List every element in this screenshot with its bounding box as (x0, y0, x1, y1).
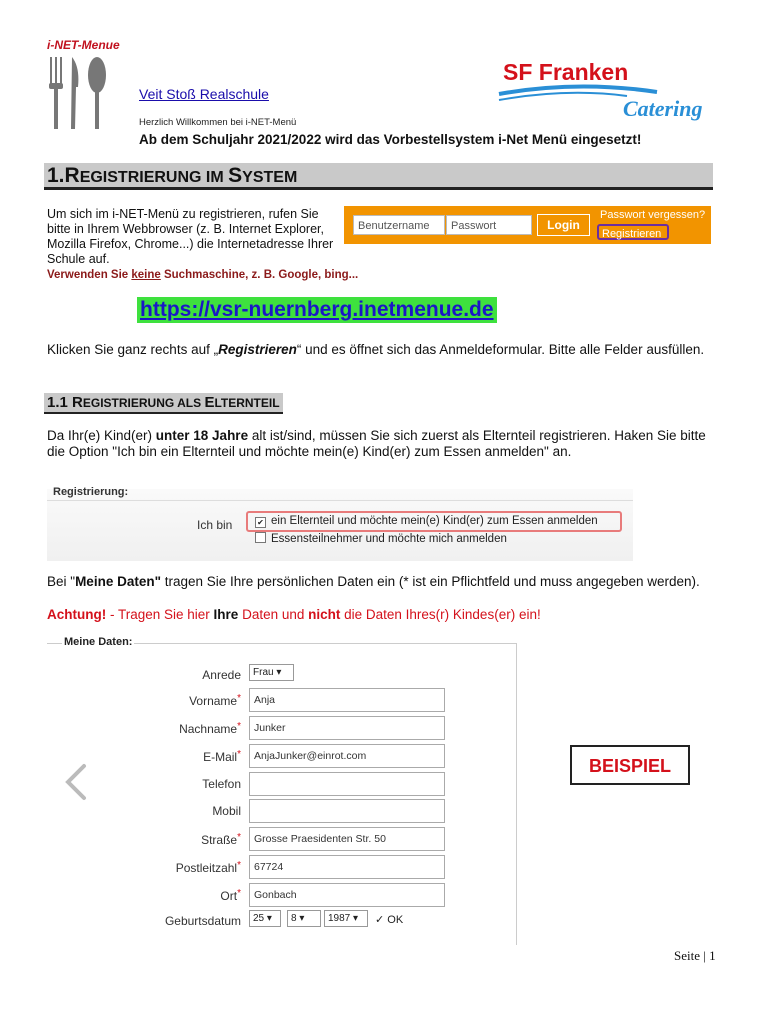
register-link[interactable]: Registrieren (597, 224, 669, 240)
anrede-label: Anrede (202, 668, 241, 682)
form-row-telefon (47, 772, 517, 796)
logo-line2: Catering (623, 96, 703, 121)
page-number: Seite | 1 (674, 948, 716, 963)
intro-text: Um sich im i-NET-Menü zu registrieren, rufen Sie bitte in Ihrem Webbrowser (z. B. Internet Explorer, Mozilla Firefox, Chrome...) die Internetadresse Ihrer Schule auf. (47, 207, 334, 266)
brand-title: i-NET-Menue (47, 38, 120, 52)
meine-daten-title: Meine Daten: (64, 636, 133, 648)
checkbox-checked-icon[interactable]: ✔ (255, 517, 266, 528)
telefon-input[interactable] (249, 772, 445, 796)
welcome-text: Herzlich Willkommen bei i-NET-Menü (139, 117, 297, 128)
email-input[interactable]: AnjaJunker@einrot.com (249, 744, 445, 768)
announcement: Ab dem Schuljahr 2021/2022 wird das Vorbestellsystem i-Net Menü eingesetzt! (139, 132, 642, 147)
search-engine-warning: Verwenden Sie keine Suchmaschine, z. B. Google, bing... (47, 269, 359, 281)
field-label: E-Mail* (203, 749, 241, 764)
anrede-select[interactable]: Frau ▾ (249, 664, 294, 681)
login-button[interactable]: Login (537, 214, 590, 236)
divider (47, 500, 633, 501)
vorname-input[interactable]: Anja (249, 688, 445, 712)
parent-option[interactable]: ✔ ein Elternteil und möchte mein(e) Kind(er) zum Essen anmelden (255, 515, 598, 528)
click-register-text: Klicken Sie ganz rechts auf „Registrieren“ und es öffnet sich das Anmeldeformular. Bitte alle Felder ausfüllen. (47, 342, 705, 357)
field-label: Nachname* (179, 721, 241, 736)
field-label: Ort* (220, 888, 241, 903)
password-input[interactable]: Passwort (446, 215, 532, 235)
school-link[interactable]: Veit Stoß Realschule (139, 86, 269, 102)
forgot-password-link[interactable]: Passwort vergessen? (600, 209, 706, 221)
birthdate-label: Geburtsdatum (164, 914, 241, 928)
form-row-mobil (47, 799, 517, 823)
username-input[interactable]: Benutzername (353, 215, 445, 235)
ort-input[interactable]: Gonbach (249, 883, 445, 907)
anrede-row (47, 663, 517, 687)
logo-line1: SF Franken (503, 59, 629, 85)
mobil-input[interactable] (249, 799, 445, 823)
birth-month-select[interactable]: 8 ▾ (287, 910, 321, 927)
birthdate-row (47, 909, 517, 933)
form-row-email (47, 744, 517, 768)
form-row-nachname (47, 716, 517, 740)
registration-title: Registrierung: (53, 486, 129, 498)
form-row-ort (47, 883, 517, 907)
plz-input[interactable]: 67724 (249, 855, 445, 879)
birth-year-select[interactable]: 1987 ▾ (324, 910, 368, 927)
registration-form (47, 486, 633, 561)
ok-check: ✓ OK (375, 914, 404, 926)
field-label: Straße* (201, 832, 241, 847)
sf-franken-catering-logo (497, 58, 727, 128)
field-label: Mobil (212, 804, 241, 818)
section-1-heading: 1.REGISTRIERUNG IM SYSTEM (44, 163, 713, 190)
chevron-left-icon[interactable] (62, 763, 90, 801)
strasse-input[interactable]: Grosse Praesidenten Str. 50 (249, 827, 445, 851)
achtung-text: Achtung! - Tragen Sie hier Ihre Daten und nicht die Daten Ihres(r) Kindes(er) ein! (47, 607, 541, 622)
field-label: Postleitzahl* (175, 860, 241, 875)
field-label: Telefon (202, 777, 241, 791)
parent-registration-text: Da Ihr(e) Kind(er) unter 18 Jahre alt ist/sind, müssen Sie sich zuerst als Elternteil registrieren. Haken Sie bitte die Option "Ich bin ein Elternteil und möchte mein(e) Kind(er) zum Essen anmelden" an. (47, 428, 706, 459)
meine-daten-text: Bei "Meine Daten" tragen Sie Ihre persönlichen Daten ein (* ist ein Pflichtfeld und muss angegeben werden). (47, 574, 700, 589)
form-row-strasse (47, 827, 517, 851)
checkbox-unchecked-icon[interactable] (255, 532, 266, 543)
ich-bin-label: Ich bin (197, 518, 233, 532)
section-1-1-heading: 1.1 REGISTRIERUNG ALS ELTERNTEIL (44, 393, 283, 414)
form-row-plz (47, 855, 517, 879)
birth-day-select[interactable]: 25 ▾ (249, 910, 281, 927)
school-url-link[interactable]: https://vsr-nuernberg.inetmenue.de (137, 297, 497, 323)
login-bar (344, 206, 711, 244)
example-stamp: BEISPIEL (570, 745, 690, 785)
nachname-input[interactable]: Junker (249, 716, 445, 740)
field-label: Vorname* (189, 693, 241, 708)
participant-option[interactable]: Essensteilnehmer und möchte mich anmelden (255, 532, 507, 545)
form-row-vorname (47, 688, 517, 712)
meine-daten-form (47, 633, 517, 945)
cutlery-icon (42, 55, 122, 130)
